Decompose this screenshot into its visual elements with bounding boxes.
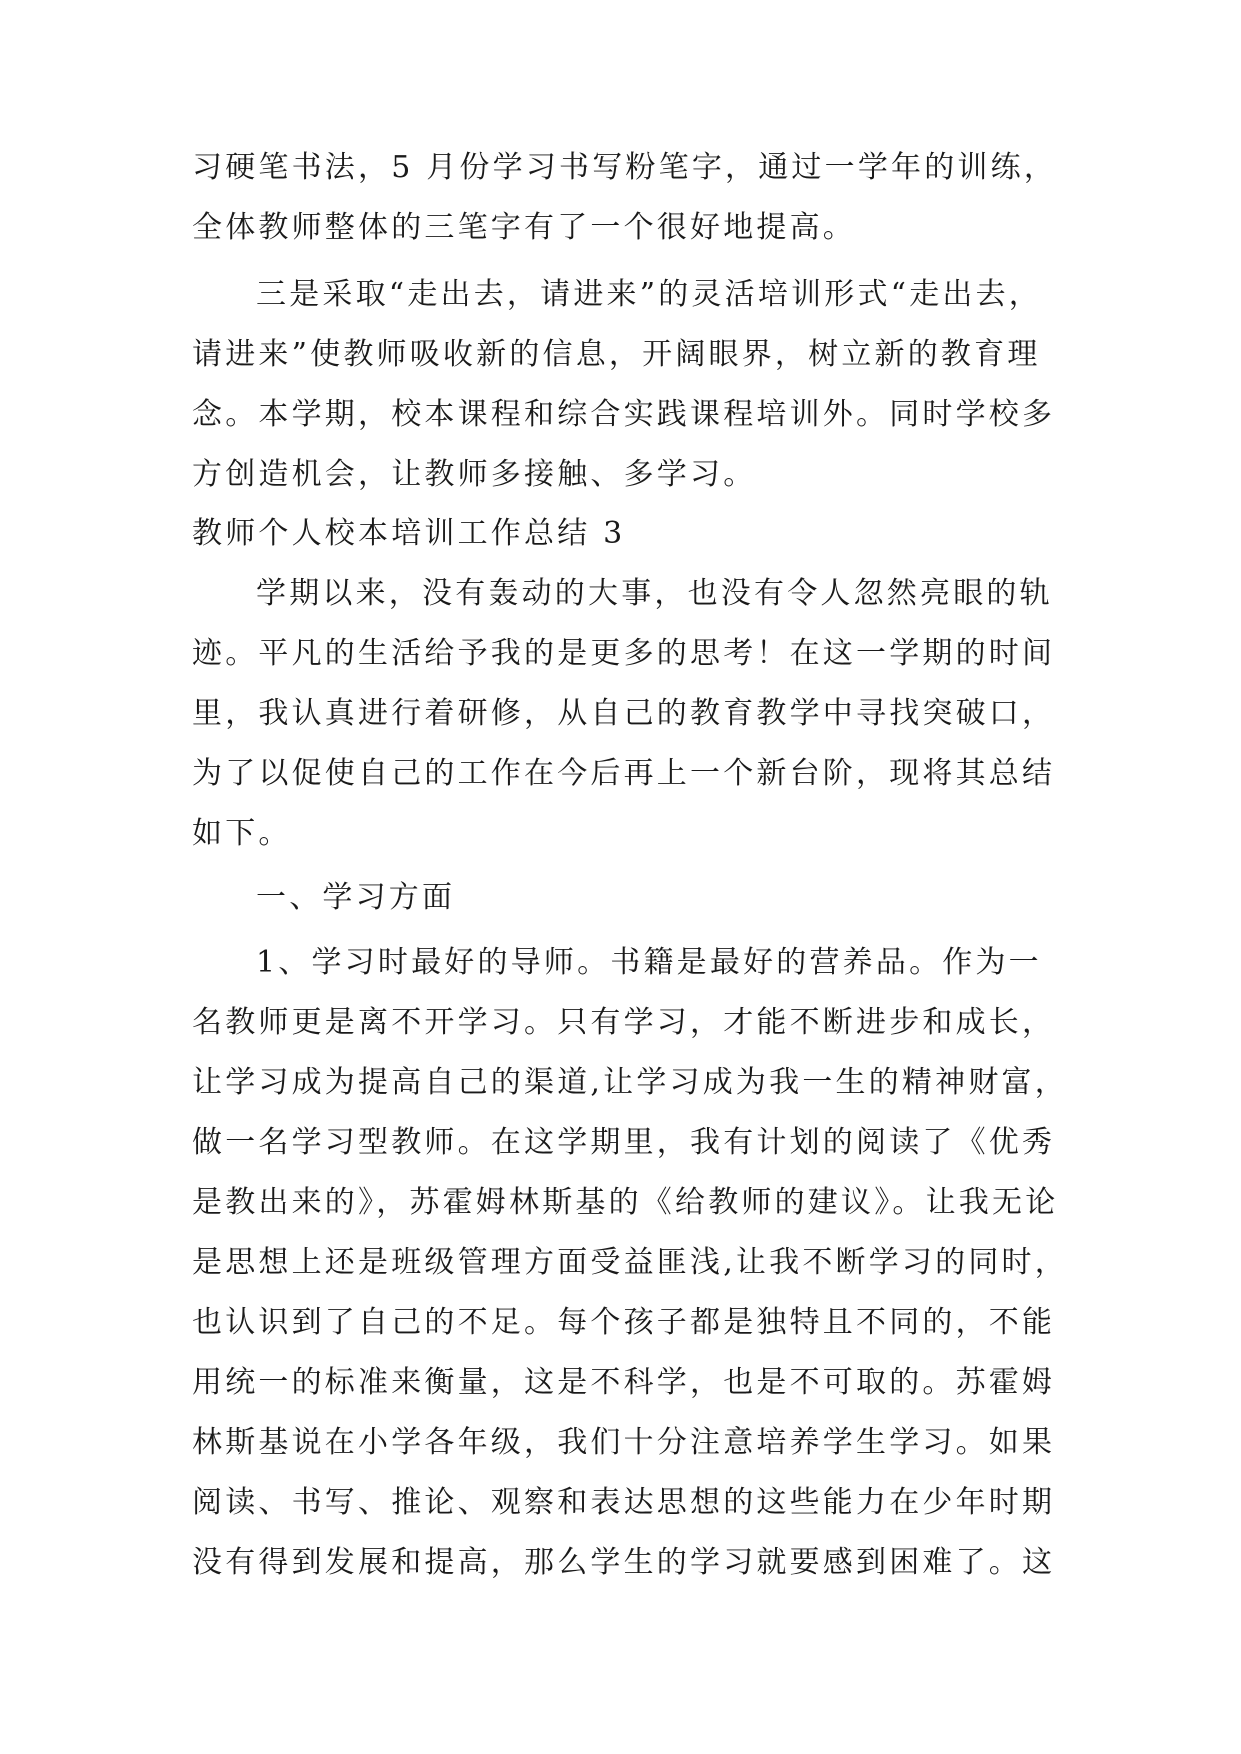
text-line: 习硬笔书法，5 月份学习书写粉笔字，通过一学年的训练， bbox=[192, 150, 1058, 185]
text-line: 也认识到了自己的不足。每个孩子都是独特且不同的，不能 bbox=[192, 1305, 1056, 1340]
text-line: 里，我认真进行着研修，从自己的教育教学中寻找突破口， bbox=[192, 696, 1056, 731]
text-line: 方创造机会，让教师多接触、多学习。 bbox=[192, 457, 757, 492]
text-line: 做一名学习型教师。在这学期里，我有计划的阅读了《优秀 bbox=[192, 1125, 1056, 1160]
text-line: 为了以促使自己的工作在今后再上一个新台阶，现将其总结 bbox=[192, 756, 1056, 791]
text-line: 请进来”使教师吸收新的信息，开阔眼界，树立新的教育理 bbox=[192, 337, 1041, 372]
text-line: 念。本学期，校本课程和综合实践课程培训外。同时学校多 bbox=[192, 397, 1056, 432]
paragraph-first-line: 三是采取“走出去，请进来”的灵活培训形式“走出去， bbox=[256, 277, 1043, 312]
subsection-heading: 一、学习方面 bbox=[256, 880, 456, 915]
text-line: 让学习成为提高自己的渠道,让学习成为我一生的精神财富， bbox=[192, 1065, 1068, 1100]
paragraph-first-line: 学期以来，没有轰动的大事，也没有令人忽然亮眼的轨 bbox=[256, 576, 1053, 611]
text-line: 阅读、书写、推论、观察和表达思想的这些能力在少年时期 bbox=[192, 1485, 1056, 1520]
text-line: 是思想上还是班级管理方面受益匪浅,让我不断学习的同时， bbox=[192, 1245, 1068, 1280]
text-line: 林斯基说在小学各年级，我们十分注意培养学生学习。如果 bbox=[192, 1425, 1056, 1460]
text-line: 名教师更是离不开学习。只有学习，才能不断进步和成长， bbox=[192, 1005, 1056, 1040]
section-heading: 教师个人校本培训工作总结 3 bbox=[192, 516, 626, 551]
text-line: 没有得到发展和提高，那么学生的学习就要感到困难了。这 bbox=[192, 1545, 1056, 1580]
text-line: 用统一的标准来衡量，这是不科学，也是不可取的。苏霍姆 bbox=[192, 1365, 1056, 1400]
text-line: 是教出来的》，苏霍姆林斯基的《给教师的建议》。让我无论 bbox=[192, 1185, 1059, 1220]
text-line: 全体教师整体的三笔字有了一个很好地提高。 bbox=[192, 210, 856, 245]
text-line: 如下。 bbox=[192, 816, 292, 851]
text-line: 迹。平凡的生活给予我的是更多的思考！在这一学期的时间 bbox=[192, 636, 1056, 671]
paragraph-first-line: 1、学习时最好的导师。书籍是最好的营养品。作为一 bbox=[256, 945, 1042, 980]
